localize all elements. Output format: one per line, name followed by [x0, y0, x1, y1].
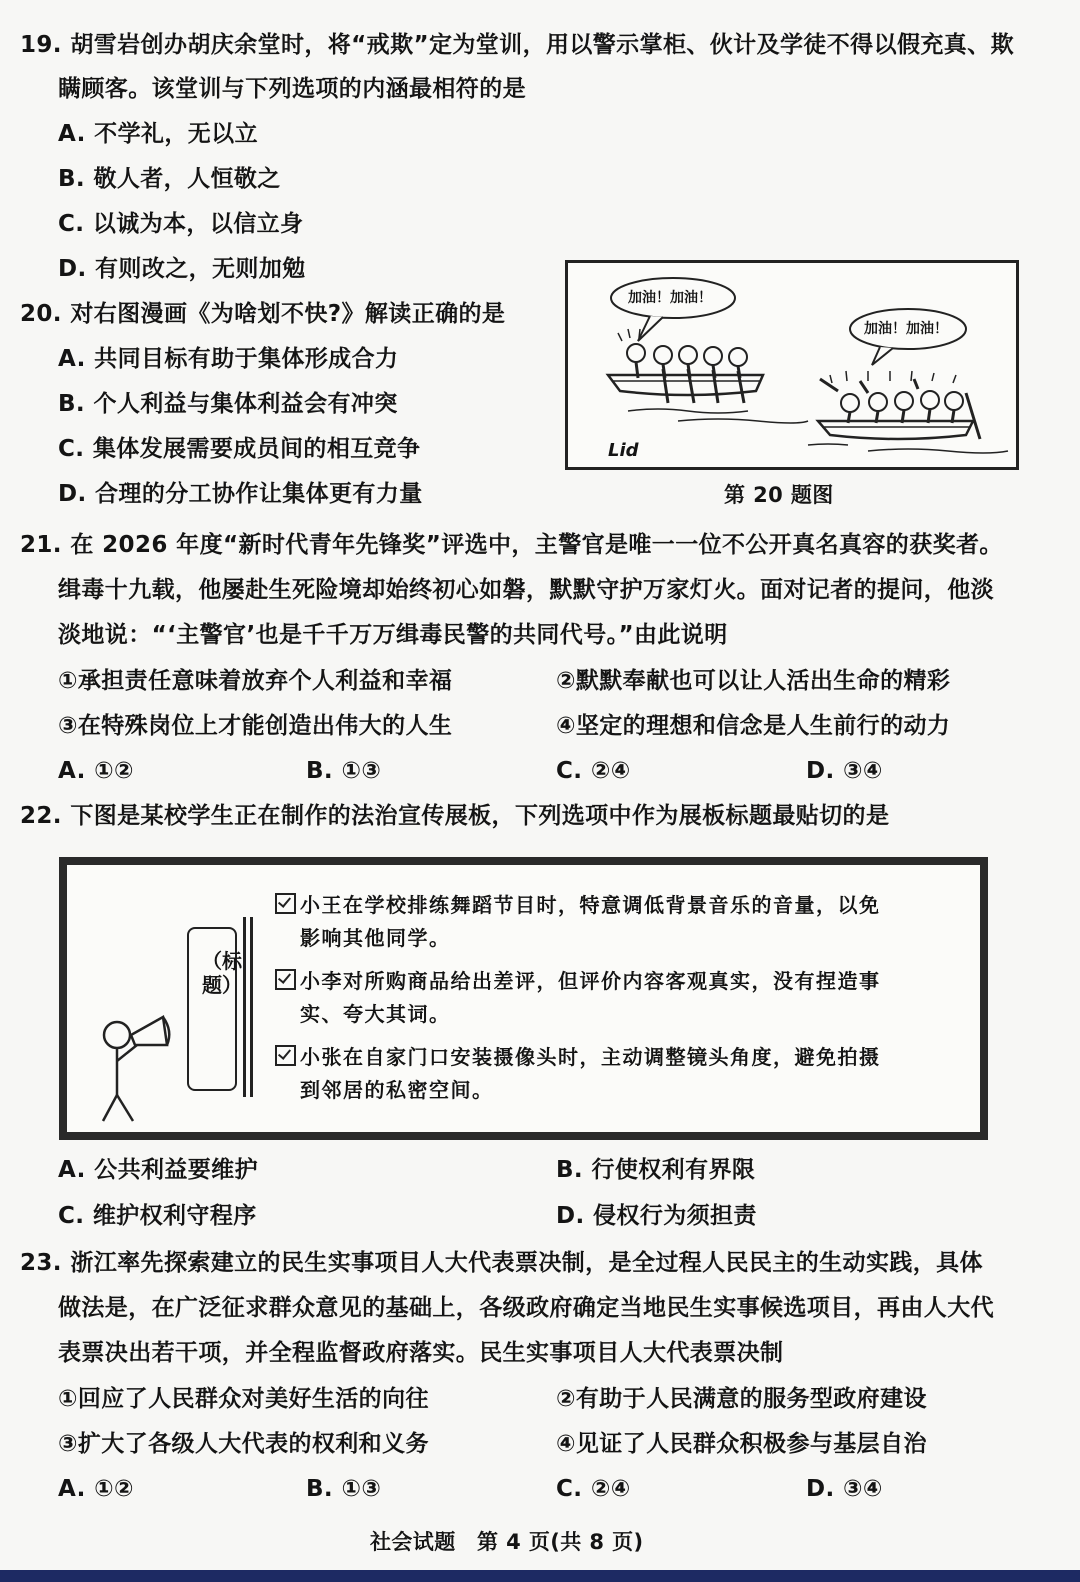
- q23-option-d: D. ③④: [806, 1476, 883, 1502]
- board-item-1: [275, 889, 881, 955]
- board-item-1-line1: 小王在学校排练舞蹈节目时，特意调低背景音乐的音量，以免: [300, 893, 881, 917]
- q20-option-a: A. 共同目标有助于集体形成合力: [58, 346, 399, 372]
- q23-statement-4: ④见证了人民群众积极参与基层自治: [556, 1431, 927, 1457]
- bottom-edge-bar: [0, 1570, 1080, 1582]
- q21-option-d: D. ③④: [806, 758, 883, 784]
- right-bubble-text: 加油！加油！: [864, 321, 948, 337]
- q20-option-d: D. 合理的分工协作让集体更有力量: [58, 481, 423, 507]
- board-item-3-line1: 小张在自家门口安装摄像头时，主动调整镜头角度，避免拍摄: [300, 1045, 881, 1069]
- board-item-2-line1: 小李对所购商品给出差评，但评价内容客观真实，没有捏造事: [300, 969, 881, 993]
- board-title-slot: [187, 927, 242, 1091]
- board-title-placeholder: （标题）: [202, 949, 242, 997]
- q20-option-b: B. 个人利益与集体利益会有冲突: [58, 391, 398, 417]
- q20-stem: 20. 对右图漫画《为啥划不快?》解读正确的是: [20, 301, 506, 327]
- q22-option-c: C. 维护权利守程序: [58, 1203, 257, 1229]
- q19-option-a: A. 不学礼，无以立: [58, 121, 258, 147]
- q22-display-board: [59, 857, 988, 1140]
- q21-statement-3: ③在特殊岗位上才能创造出伟大的人生: [58, 713, 453, 739]
- page-footer: 社会试题 第 4 页(共 8 页): [370, 1530, 644, 1554]
- q21-stem-line2: 缉毒十九载，他屡赴生死险境却始终初心如磐，默默守护万家灯火。面对记者的提问，他淡: [58, 577, 994, 603]
- q22-option-b: B. 行使权利有界限: [556, 1157, 756, 1183]
- board-post: [250, 917, 253, 1097]
- q20-figure-caption: 第 20 题图: [724, 483, 834, 507]
- q23-option-c: C. ②④: [556, 1476, 631, 1502]
- checkbox-icon: [275, 1045, 296, 1066]
- q21-stem-line1: 21. 在 2026 年度“新时代青年先锋奖”评选中，主警官是唯一一位不公开真名真容的获奖者。: [20, 532, 1003, 558]
- q21-option-c: C. ②④: [556, 758, 631, 784]
- q20-cartoon: [565, 260, 1019, 470]
- q20-option-c: C. 集体发展需要成员间的相互竞争: [58, 436, 421, 462]
- q21-option-a: A. ①②: [58, 758, 134, 784]
- q23-statement-2: ②有助于人民满意的服务型政府建设: [556, 1386, 927, 1412]
- q23-statement-3: ③扩大了各级人大代表的权利和义务: [58, 1431, 429, 1457]
- q23-statement-1: ①回应了人民群众对美好生活的向往: [58, 1386, 429, 1412]
- q23-stem-line1: 23. 浙江率先探索建立的民生实事项目人大代表票决制，是全过程人民民主的生动实践，具体: [20, 1250, 983, 1276]
- board-item-1-line2: 影响其他同学。: [300, 926, 451, 950]
- checkbox-icon: [275, 893, 296, 914]
- q22-option-a: A. 公共利益要维护: [58, 1157, 258, 1183]
- q19-option-d: D. 有则改之，无则加勉: [58, 256, 306, 282]
- q21-option-b: B. ①③: [306, 758, 382, 784]
- q23-stem-line3: 表票决出若干项，并全程监督政府落实。民生实事项目人大代表票决制: [58, 1340, 784, 1366]
- board-item-2: [275, 965, 881, 1031]
- board-post: [243, 917, 246, 1097]
- q19-stem-line2: 瞒顾客。该堂训与下列选项的内涵最相符的是: [58, 76, 526, 102]
- q21-statement-2: ②默默奉献也可以让人活出生命的精彩: [556, 668, 951, 694]
- q23-stem-line2: 做法是，在广泛征求群众意见的基础上，各级政府确定当地民生实事候选项目，再由人大代: [58, 1295, 994, 1321]
- artist-signature: Lid: [608, 440, 639, 461]
- board-panel: [67, 865, 980, 1132]
- megaphone-person-icon: [93, 983, 183, 1123]
- q21-stem-line3: 淡地说：“‘主警官’也是千千万万缉毒民警的共同代号。”由此说明: [58, 622, 728, 648]
- board-item-3-line2: 到邻居的私密空间。: [300, 1078, 494, 1102]
- q21-statement-1: ①承担责任意味着放弃个人利益和幸福: [58, 668, 453, 694]
- q23-option-b: B. ①③: [306, 1476, 382, 1502]
- board-item-2-line2: 实、夸大其词。: [300, 1002, 451, 1026]
- q23-option-a: A. ①②: [58, 1476, 134, 1502]
- q22-stem: 22. 下图是某校学生正在制作的法治宣传展板，下列选项中作为展板标题最贴切的是: [20, 803, 890, 829]
- checkbox-icon: [275, 969, 296, 990]
- q21-statement-4: ④坚定的理想和信念是人生前行的动力: [556, 713, 951, 739]
- q19-option-c: C. 以诚为本，以信立身: [58, 211, 304, 237]
- left-bubble-text: 加油！加油！: [628, 290, 712, 306]
- q22-option-d: D. 侵权行为须担责: [556, 1203, 757, 1229]
- q19-option-b: B. 敬人者，人恒敬之: [58, 166, 281, 192]
- q19-stem-line1: 19. 胡雪岩创办胡庆余堂时，将“戒欺”定为堂训，用以警示掌柜、伙计及学徒不得以假充真、欺: [20, 32, 1014, 58]
- board-item-3: [275, 1041, 881, 1107]
